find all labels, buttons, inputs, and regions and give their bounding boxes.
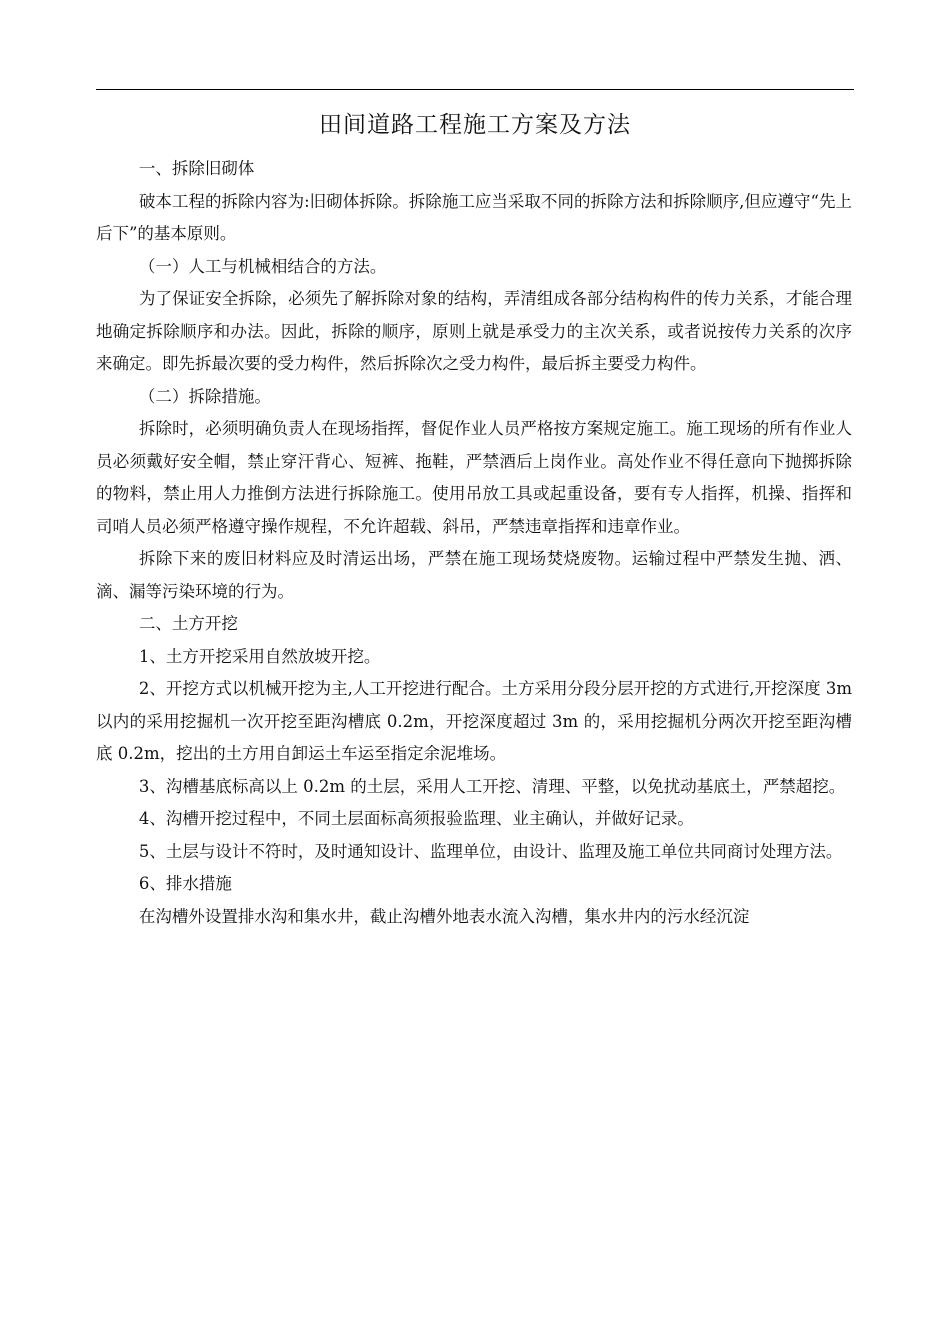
document-body — [96, 153, 852, 933]
paragraph: 破本工程的拆除内容为:旧砌体拆除。拆除施工应当采取不同的拆除方法和拆除顺序,但应遵守“先上后下”的基本原则。 — [96, 191, 852, 243]
list-item: 3、沟槽基底标高以上 0.2m 的土层，采用人工开挖、清理、平整，以免扰动基底土，严禁超挖。 — [138, 776, 846, 796]
header-rule — [96, 89, 854, 90]
list-item: 1、土方开挖采用自然放坡开挖。 — [138, 646, 381, 666]
paragraph: 拆除下来的废旧材料应及时清运出场，严禁在施工现场焚烧废物。运输过程中严禁发生抛、洒、滴、漏等污染环境的行为。 — [96, 549, 852, 601]
list-item: 2、开挖方式以机械开挖为主,人工开挖进行配合。土方采用分段分层开挖的方式进行,开挖深度 3m 以内的采用挖掘机一次开挖至距沟槽底 0.2m，开挖深度超过 3m 的，采用挖掘机分两次开挖至距沟槽底 0.2m，挖出的土方用自卸运土车运至指定余泥堆场。 — [96, 679, 852, 763]
list-item: 4、沟槽开挖过程中，不同土层面标高须报验监理、业主确认，并做好记录。 — [138, 809, 694, 828]
section-heading-demolition: 一、拆除旧砌体 — [138, 159, 255, 178]
list-item: 6、排水措施 — [138, 874, 232, 893]
paragraph: 为了保证安全拆除，必须先了解拆除对象的结构，弄清组成各部分结构构件的传力关系，才能合理地确定拆除顺序和办法。因此，拆除的顺序，原则上就是承受力的主次关系，或者说按传力关系的次序来确定。即先拆最次要的受力构件，然后拆除次之受力构件，最后拆主要受力构件。 — [96, 289, 852, 373]
document-title: 田间道路工程施工方案及方法 — [319, 112, 631, 138]
paragraph: 拆除时，必须明确负责人在现场指挥，督促作业人员严格按方案规定施工。施工现场的所有作业人员必须戴好安全帽，禁止穿汗背心、短裤、拖鞋，严禁酒后上岗作业。高处作业不得任意向下抛掷拆除的物料，禁止用人力推倒方法进行拆除施工。使用吊放工具或起重设备，要有专人指挥，机操、指挥和司哨人员必须严格遵守操作规程，不允许超载、斜吊，严禁违章指挥和违章作业。 — [96, 419, 852, 536]
paragraph: 在沟槽外设置排水沟和集水井，截止沟槽外地表水流入沟槽，集水井内的污水经沉淀 — [138, 906, 750, 926]
list-item: 5、土层与设计不符时，及时通知设计、监理单位，由设计、监理及施工单位共同商讨处理方法。 — [138, 841, 843, 861]
section-heading-earthwork: 二、土方开挖 — [138, 614, 238, 633]
subsection-heading: （二）拆除措施。 — [138, 386, 271, 406]
subsection-heading: （一）人工与机械相结合的方法。 — [138, 256, 387, 276]
